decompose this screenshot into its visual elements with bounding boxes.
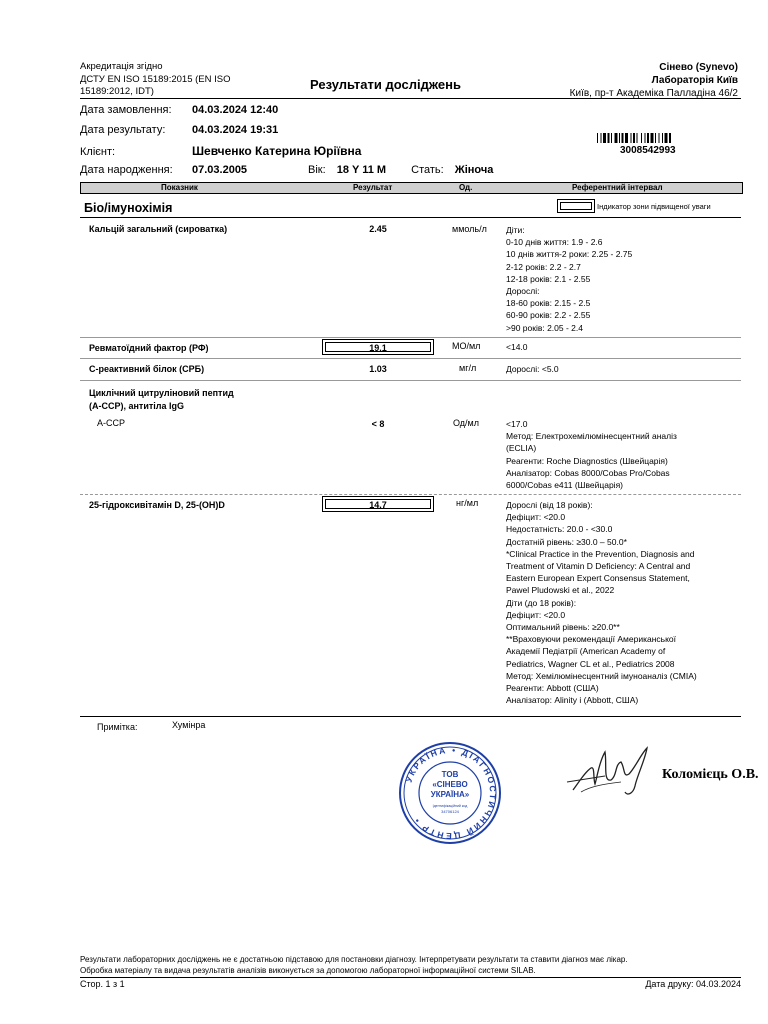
sex-value: Жіноча xyxy=(454,164,494,176)
reference-line: Аналізатор: Alinity i (Abbott, США) xyxy=(506,695,639,706)
table-header xyxy=(80,182,743,194)
test-name-line: Циклічний цитруліновий пептид xyxy=(89,388,234,398)
column-header-reference: Референтний інтервал xyxy=(572,183,663,192)
accreditation-line: Акредитація згідно xyxy=(80,61,163,72)
reference-vitamin-d xyxy=(506,499,736,706)
reference-line: Недостатність: 20.0 - <30.0 xyxy=(506,524,613,535)
barcode-number: 3008542993 xyxy=(620,145,676,156)
reference-line: Дорослі: <5.0 xyxy=(506,364,559,374)
row-separator xyxy=(80,380,741,381)
svg-text:«СІНЕВО: «СІНЕВО xyxy=(432,780,468,789)
reference-line: Дефіцит: <20.0 xyxy=(506,512,566,523)
age-value: 18 Y 11 M xyxy=(336,164,387,176)
age-row xyxy=(308,164,493,176)
test-name-rheumatoid-factor: Ревматоїдний фактор (РФ) xyxy=(89,343,209,353)
reference-line: Діти (до 18 років): xyxy=(506,597,577,608)
accreditation-line: ДСТУ EN ISO 15189:2015 (EN ISO xyxy=(80,73,231,85)
age-label: Вік: xyxy=(308,164,326,176)
order-date-label: Дата замовлення: xyxy=(80,104,172,116)
reference-line: Метод: Хемілюмінесцентний імуноаналіз (CMIA) xyxy=(506,670,697,681)
table-bottom-border xyxy=(80,716,741,717)
column-header-result: Результат xyxy=(353,183,393,192)
birth-date-label: Дата народження: xyxy=(80,164,173,176)
reference-line: <17.0 xyxy=(506,419,528,429)
footer-disclaimer: Обробка матеріалу та видача результатів аналізів виконується за допомогою лабораторної інформаційної системи SILAB. xyxy=(80,966,536,975)
reference-line: Достатній рівень: ≥30.0 – 50.0* xyxy=(506,536,627,547)
birth-date-value: 07.03.2005 xyxy=(192,164,248,176)
result-crp: 1.03 xyxy=(369,364,387,374)
reference-line: 10 днів життя-2 роки: 2.25 - 2.75 xyxy=(506,249,633,260)
signatory-name: Коломієць О.В. xyxy=(662,767,759,782)
result-date-value: 04.03.2024 19:31 xyxy=(192,124,279,136)
reference-line: (ECLIA) xyxy=(506,443,537,454)
reference-line: Академії Педіатрії (American Academy of xyxy=(506,646,666,657)
result-rheumatoid-factor: 19.1 xyxy=(369,343,387,353)
footer-disclaimer: Результати лабораторних досліджень не є достатньою підставою для постановки діагнозу. Інтерпретувати результати та ставити діагноз має лікар. xyxy=(80,955,628,964)
unit-crp: мг/л xyxy=(459,363,477,373)
lab-address: Київ, пр-т Академіка Палладіна 46/2 xyxy=(569,88,738,99)
footer-divider xyxy=(80,977,741,978)
reference-line: **Враховуючи рекомендації Американської xyxy=(506,634,676,645)
accreditation-block xyxy=(80,61,270,99)
reference-line: Діти: xyxy=(506,225,525,235)
reference-line: 6000/Cobas e411 (Швейцарія) xyxy=(506,480,624,491)
print-date: Дата друку: 04.03.2024 xyxy=(645,979,741,989)
page-number: Стор. 1 з 1 xyxy=(80,979,125,989)
row-separator xyxy=(80,337,741,338)
reference-line: 2-12 років: 2.2 - 2.7 xyxy=(506,261,581,272)
page-title: Результати досліджень xyxy=(310,77,461,92)
signature-icon xyxy=(565,742,660,802)
order-date-row xyxy=(80,104,278,116)
test-name-calcium: Кальцій загальний (сироватка) xyxy=(89,224,228,234)
unit-rheumatoid-factor: МО/мл xyxy=(452,341,481,351)
test-name-line: (A-CCP), антитіла IgG xyxy=(89,401,185,411)
reference-accp xyxy=(506,418,736,491)
reference-line: 12-18 років: 2.1 - 2.55 xyxy=(506,273,591,284)
reference-line: Eastern European Expert Consensus Statement, xyxy=(506,573,690,584)
section-title: Біо/імунохімія xyxy=(84,201,173,215)
sex-label: Стать: xyxy=(411,164,444,176)
svg-text:ТОВ: ТОВ xyxy=(441,770,459,779)
row-separator xyxy=(80,358,741,359)
accreditation-line: 15189:2012, IDT) xyxy=(80,86,154,97)
reference-line: Дефіцит: <20.0 xyxy=(506,609,566,620)
result-date-label: Дата результату: xyxy=(80,124,166,136)
result-accp: < 8 xyxy=(371,419,385,429)
reference-line: Аналізатор: Cobas 8000/Cobas Pro/Cobas xyxy=(506,467,670,478)
client-name: Шевченко Катерина Юріївна xyxy=(192,144,362,158)
note-value: Хумінра xyxy=(172,720,206,730)
client-row xyxy=(80,144,361,158)
reference-line: Оптимальний рівень: ≥20.0** xyxy=(506,622,620,633)
reference-line: <14.0 xyxy=(506,342,528,352)
reference-line: Реагенти: Abbott (США) xyxy=(506,683,599,694)
reference-line: Pediatrics, Wagner CL et al., Pediatrics 2008 xyxy=(506,658,675,669)
reference-line: Реагенти: Roche Diagnostics (Швейцарія) xyxy=(506,455,668,466)
reference-line: 18-60 років: 2.15 - 2.5 xyxy=(506,298,591,309)
reference-crp xyxy=(506,363,736,375)
lab-branch: Лабораторія Київ xyxy=(651,75,738,86)
lab-info xyxy=(570,61,738,100)
row-separator xyxy=(80,494,741,495)
unit-accp: Од/мл xyxy=(453,418,479,428)
reference-calcium xyxy=(506,224,736,334)
reference-line: Дорослі: xyxy=(506,286,540,297)
reference-line: Дорослі (від 18 років): xyxy=(506,500,593,510)
reference-line: Treatment of Vitamin D Deficiency: A Central and xyxy=(506,561,691,572)
svg-text:УКРАЇНА • ДІАГНОСТИЧНИЙ ЦЕНТР: УКРАЇНА • ДІАГНОСТИЧНИЙ ЦЕНТР • xyxy=(403,744,499,842)
lab-name: Сінево (Synevo) xyxy=(659,62,738,73)
attention-indicator-label: Індикатор зони підвищеної уваги xyxy=(597,202,711,211)
unit-vitamin-d: нг/мл xyxy=(456,498,479,508)
note-label: Примітка: xyxy=(97,722,138,732)
header-divider xyxy=(80,98,741,99)
column-header-unit: Од. xyxy=(459,183,473,192)
svg-text:34706124: 34706124 xyxy=(441,809,459,814)
unit-calcium: ммоль/л xyxy=(452,224,487,234)
svg-text:УКРАЇНА»: УКРАЇНА» xyxy=(430,790,470,799)
birth-date-row xyxy=(80,164,247,176)
order-date-value: 04.03.2024 12:40 xyxy=(192,104,279,116)
client-label: Клієнт: xyxy=(80,146,116,158)
result-date-row xyxy=(80,124,278,136)
reference-rheumatoid-factor xyxy=(506,341,736,353)
reference-line: 0-10 днів життя: 1.9 - 2.6 xyxy=(506,237,603,248)
test-subname-accp: A-CCP xyxy=(97,418,126,428)
test-name-vitamin-d: 25-гідроксивітамін D, 25-(OH)D xyxy=(89,500,225,510)
svg-text:Ідентифікаційний код: Ідентифікаційний код xyxy=(432,804,468,808)
reference-line: 60-90 років: 2.2 - 2.55 xyxy=(506,310,591,321)
column-header-indicator: Показник xyxy=(161,183,198,192)
reference-line: >90 років: 2.05 - 2.4 xyxy=(506,322,583,333)
attention-indicator-legend xyxy=(557,199,595,213)
result-vitamin-d: 14.7 xyxy=(369,500,387,510)
reference-line: Pawel Pludowski et al., 2022 xyxy=(506,585,615,596)
result-calcium: 2.45 xyxy=(369,224,387,234)
reference-line: Метод: Електрохемілюмінесцентний аналіз xyxy=(506,431,677,442)
test-name-crp: С-реактивний білок (СРБ) xyxy=(89,364,205,374)
stamp-icon xyxy=(398,741,502,845)
reference-line: *Clinical Practice in the Prevention, Diagnosis and xyxy=(506,548,695,559)
test-name-accp xyxy=(89,387,234,413)
